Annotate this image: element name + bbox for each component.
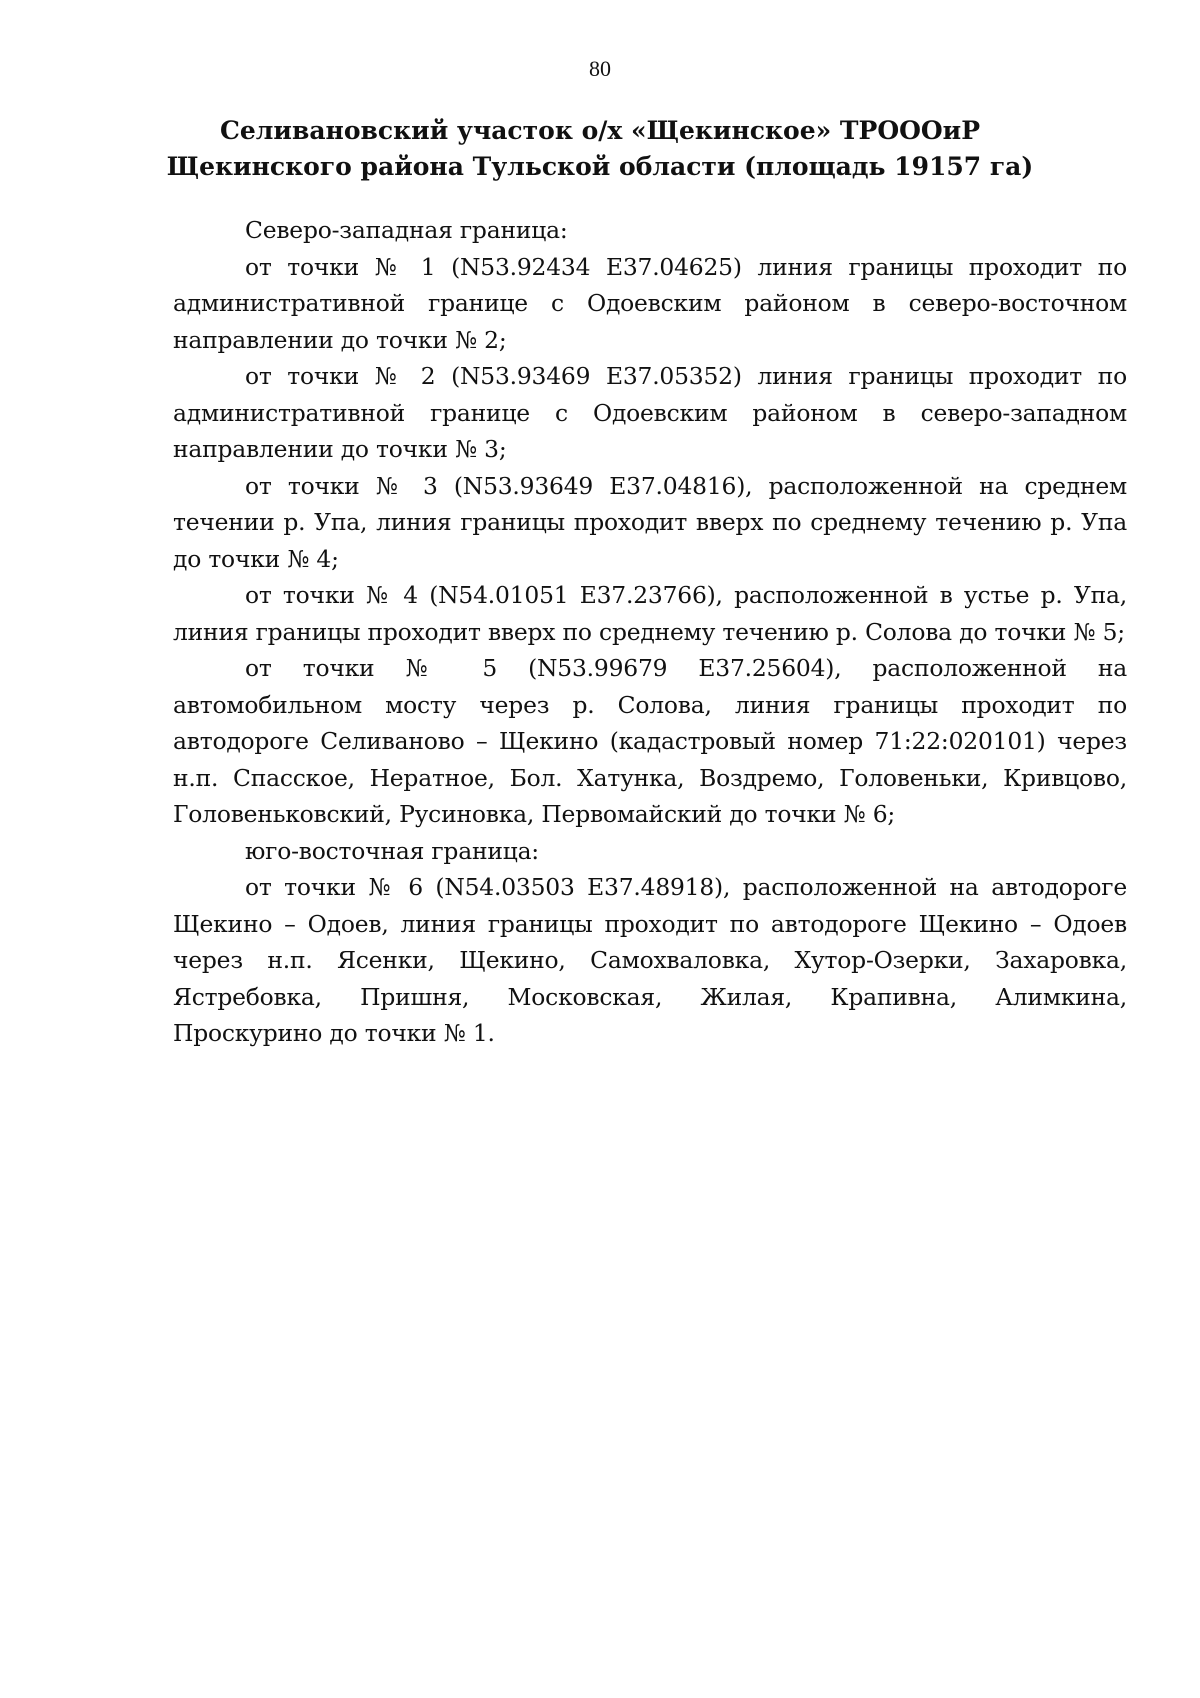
title-line-1: Селивановский участок о/х «Щекинское» ТРОООиР xyxy=(219,116,981,145)
boundary-paragraph-point-1: от точки № 1 (N53.92434 E37.04625) линия границы проходит по административной границе с Одоевским районом в северо-восточном направлении до точки № 2; xyxy=(173,252,1127,354)
page-number: 80 xyxy=(589,56,611,81)
boundary-paragraph-point-6: от точки № 6 (N54.03503 E37.48918), расположенной на автодороге Щекино – Одоев, линия границы проходит по автодороге Щекино – Одоев через н.п. Ясенки, Щекино, Самохваловка, Хутор-Озерки, Захаровка, Ястребовка, Пришня, Московская, Жилая, Крапивна, Алимкина, Проскурино до точки № 1. xyxy=(173,873,1127,1047)
title-line-2: Щекинского района Тульской области (площадь 19157 га) xyxy=(166,152,1034,181)
section-heading-southeast: юго-восточная граница: xyxy=(245,836,539,865)
section-heading-northwest: Северо-западная граница: xyxy=(245,216,568,244)
boundary-paragraph-point-2: от точки № 2 (N53.93469 E37.05352) линия границы проходит по административной границе с Одоевским районом в северо-западном направлении до точки № 3; xyxy=(173,362,1127,463)
document-title xyxy=(160,113,1040,185)
document-body xyxy=(173,212,1127,1052)
boundary-paragraph-point-4: от точки № 4 (N54.01051 E37.23766), расположенной в устье р. Упа, линия границы проходит вверх по среднему течению р. Солова до точки № 5; xyxy=(173,581,1127,646)
boundary-paragraph-point-3: от точки № 3 (N53.93649 E37.04816), расположенной на среднем течении р. Упа, линия границы проходит вверх по среднему течению р. Упа до точки № 4; xyxy=(173,471,1127,573)
boundary-paragraph-point-5: от точки № 5 (N53.99679 E37.25604), расположенной на автомобильном мосту через р. Солова, линия границы проходит по автодороге Селиваново – Щекино (кадастровый номер 71:22:020101) через н.п. Спасское, Нератное, Бол. Хатунка, Воздремо, Головеньки, Кривцово, Головеньковский, Русиновка, Первомайский до точки № 6; xyxy=(173,654,1127,828)
